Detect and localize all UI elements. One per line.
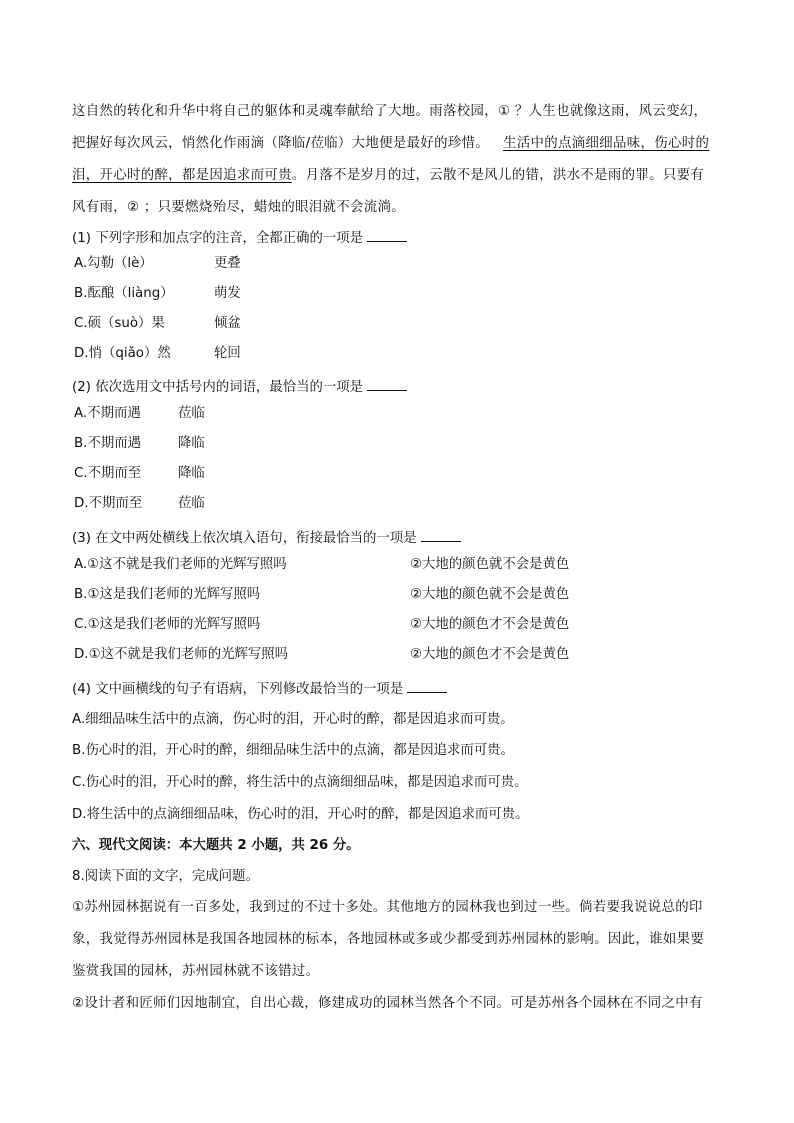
q1-option-d-text: D.悄（qiǎo）然	[74, 346, 171, 361]
q4-option-b: B.伤心时的泪，开心时的醉，细细品味生活中的点滴，都是因追求而可贵。	[72, 743, 514, 758]
q1-option-c-word: 倾盆	[214, 316, 241, 331]
q4-option-d: D.将生活中的点滴细细品味，伤心时的泪，开心时的醉，都是因追求而可贵。	[72, 807, 529, 822]
q1-option-a-text: A.勾勒（lè）	[74, 256, 153, 271]
reading-line-3: 鉴赏我国的园林，苏州园林就不该错过。	[72, 964, 320, 979]
q3-option-d-second: ②大地的颜色才不会是黄色	[410, 647, 570, 662]
section-6-heading: 六、现代文阅读：本大题共 2 小题，共 26 分。	[72, 838, 360, 853]
passage-line-4: 风有雨，② ；只要燃烧殆尽，蜡烛的眼泪就不会流淌。	[72, 200, 405, 215]
q2-option-d-text: D.不期而至	[74, 496, 143, 511]
answer-blank-1[interactable]	[367, 229, 407, 242]
question-3-text: (3) 在文中两处横线上依次填入语句，衔接最恰当的一项是	[72, 531, 417, 546]
q1-option-d-word: 轮回	[214, 346, 241, 361]
q4-option-a: A.细细品味生活中的点滴，伤心时的泪，开心时的醉，都是因追求而可贵。	[72, 712, 514, 727]
question-4-stem	[72, 680, 447, 700]
question-1-stem	[72, 229, 407, 249]
passage-line-2-text: 把握好每次风云，悄然化作雨滴（降临/莅临）大地便是最好的珍惜。	[72, 136, 490, 151]
q2-option-b-text: B.不期而遇	[74, 436, 142, 451]
q1-option-b-word: 萌发	[214, 286, 241, 301]
q1-option-b-text: B.酝酿（liàng）	[74, 286, 174, 301]
q3-option-a-second: ②大地的颜色就不会是黄色	[410, 557, 570, 572]
question-2-stem	[72, 378, 407, 398]
q4-option-c: C.伤心时的泪，开心时的醉，将生活中的点滴细细品味，都是因追求而可贵。	[72, 775, 528, 790]
answer-blank-3[interactable]	[421, 529, 461, 542]
q1-option-c-text: C.硕（suò）果	[74, 316, 165, 331]
underlined-sentence-part-1: 生活中的点滴细细品味，伤心时的	[503, 136, 710, 151]
reading-line-1: ①苏州园林据说有一百多处，我到过的不过十多处。其他地方的园林我也到过一些。倘若要我说说总的印	[72, 900, 703, 915]
q3-option-c-text: C.①这是我们老师的光辉写照吗	[74, 617, 261, 632]
q3-option-d-text: D.①这不就是我们老师的光辉写照吗	[74, 647, 289, 662]
underlined-sentence-part-2: 泪，开心时的醉，都是因追求而可贵	[72, 168, 292, 183]
question-8-stem: 8.阅读下面的文字，完成问题。	[72, 869, 259, 884]
question-4-text: (4) 文中画横线的句子有语病，下列修改最恰当的一项是	[72, 682, 404, 697]
answer-blank-4[interactable]	[407, 680, 447, 693]
q3-option-b-second: ②大地的颜色就不会是黄色	[410, 587, 570, 602]
q3-option-a-text: A.①这不就是我们老师的光辉写照吗	[74, 557, 287, 572]
q2-option-b-word: 降临	[178, 436, 205, 451]
q1-option-a-word: 更叠	[214, 256, 241, 271]
q3-option-c-second: ②大地的颜色才不会是黄色	[410, 617, 570, 632]
q2-option-a-text: A.不期而遇	[74, 406, 141, 421]
passage-line-3-text: 。月落不是岁月的过，云散不是风儿的错，洪水不是雨的罪。只要有	[291, 168, 705, 183]
passage-line-3	[72, 166, 704, 186]
answer-blank-2[interactable]	[367, 378, 407, 391]
q2-option-c-text: C.不期而至	[74, 466, 142, 481]
question-2-text: (2) 依次选用文中括号内的词语，最恰当的一项是	[72, 380, 364, 395]
q2-option-d-word: 莅临	[178, 496, 205, 511]
q3-option-b-text: B.①这是我们老师的光辉写照吗	[74, 587, 261, 602]
question-3-stem	[72, 529, 461, 549]
question-1-text: (1) 下列字形和加点字的注音，全都正确的一项是	[72, 231, 364, 246]
q2-option-a-word: 莅临	[178, 406, 205, 421]
passage-line-1: 这自然的转化和升华中将自己的躯体和灵魂奉献给了大地。雨落校园，① ？人生也就像这雨，风云变幻，	[72, 104, 708, 119]
reading-line-4: ②设计者和匠师们因地制宜，自出心裁，修建成功的园林当然各个不同。可是苏州各个园林在不同之中有	[72, 996, 703, 1011]
q2-option-c-word: 降临	[178, 466, 205, 481]
passage-line-2	[72, 134, 709, 154]
reading-line-2: 象，我觉得苏州园林是我国各地园林的标本，各地园林或多或少都受到苏州园林的影响。因此，谁如果要	[72, 932, 705, 947]
